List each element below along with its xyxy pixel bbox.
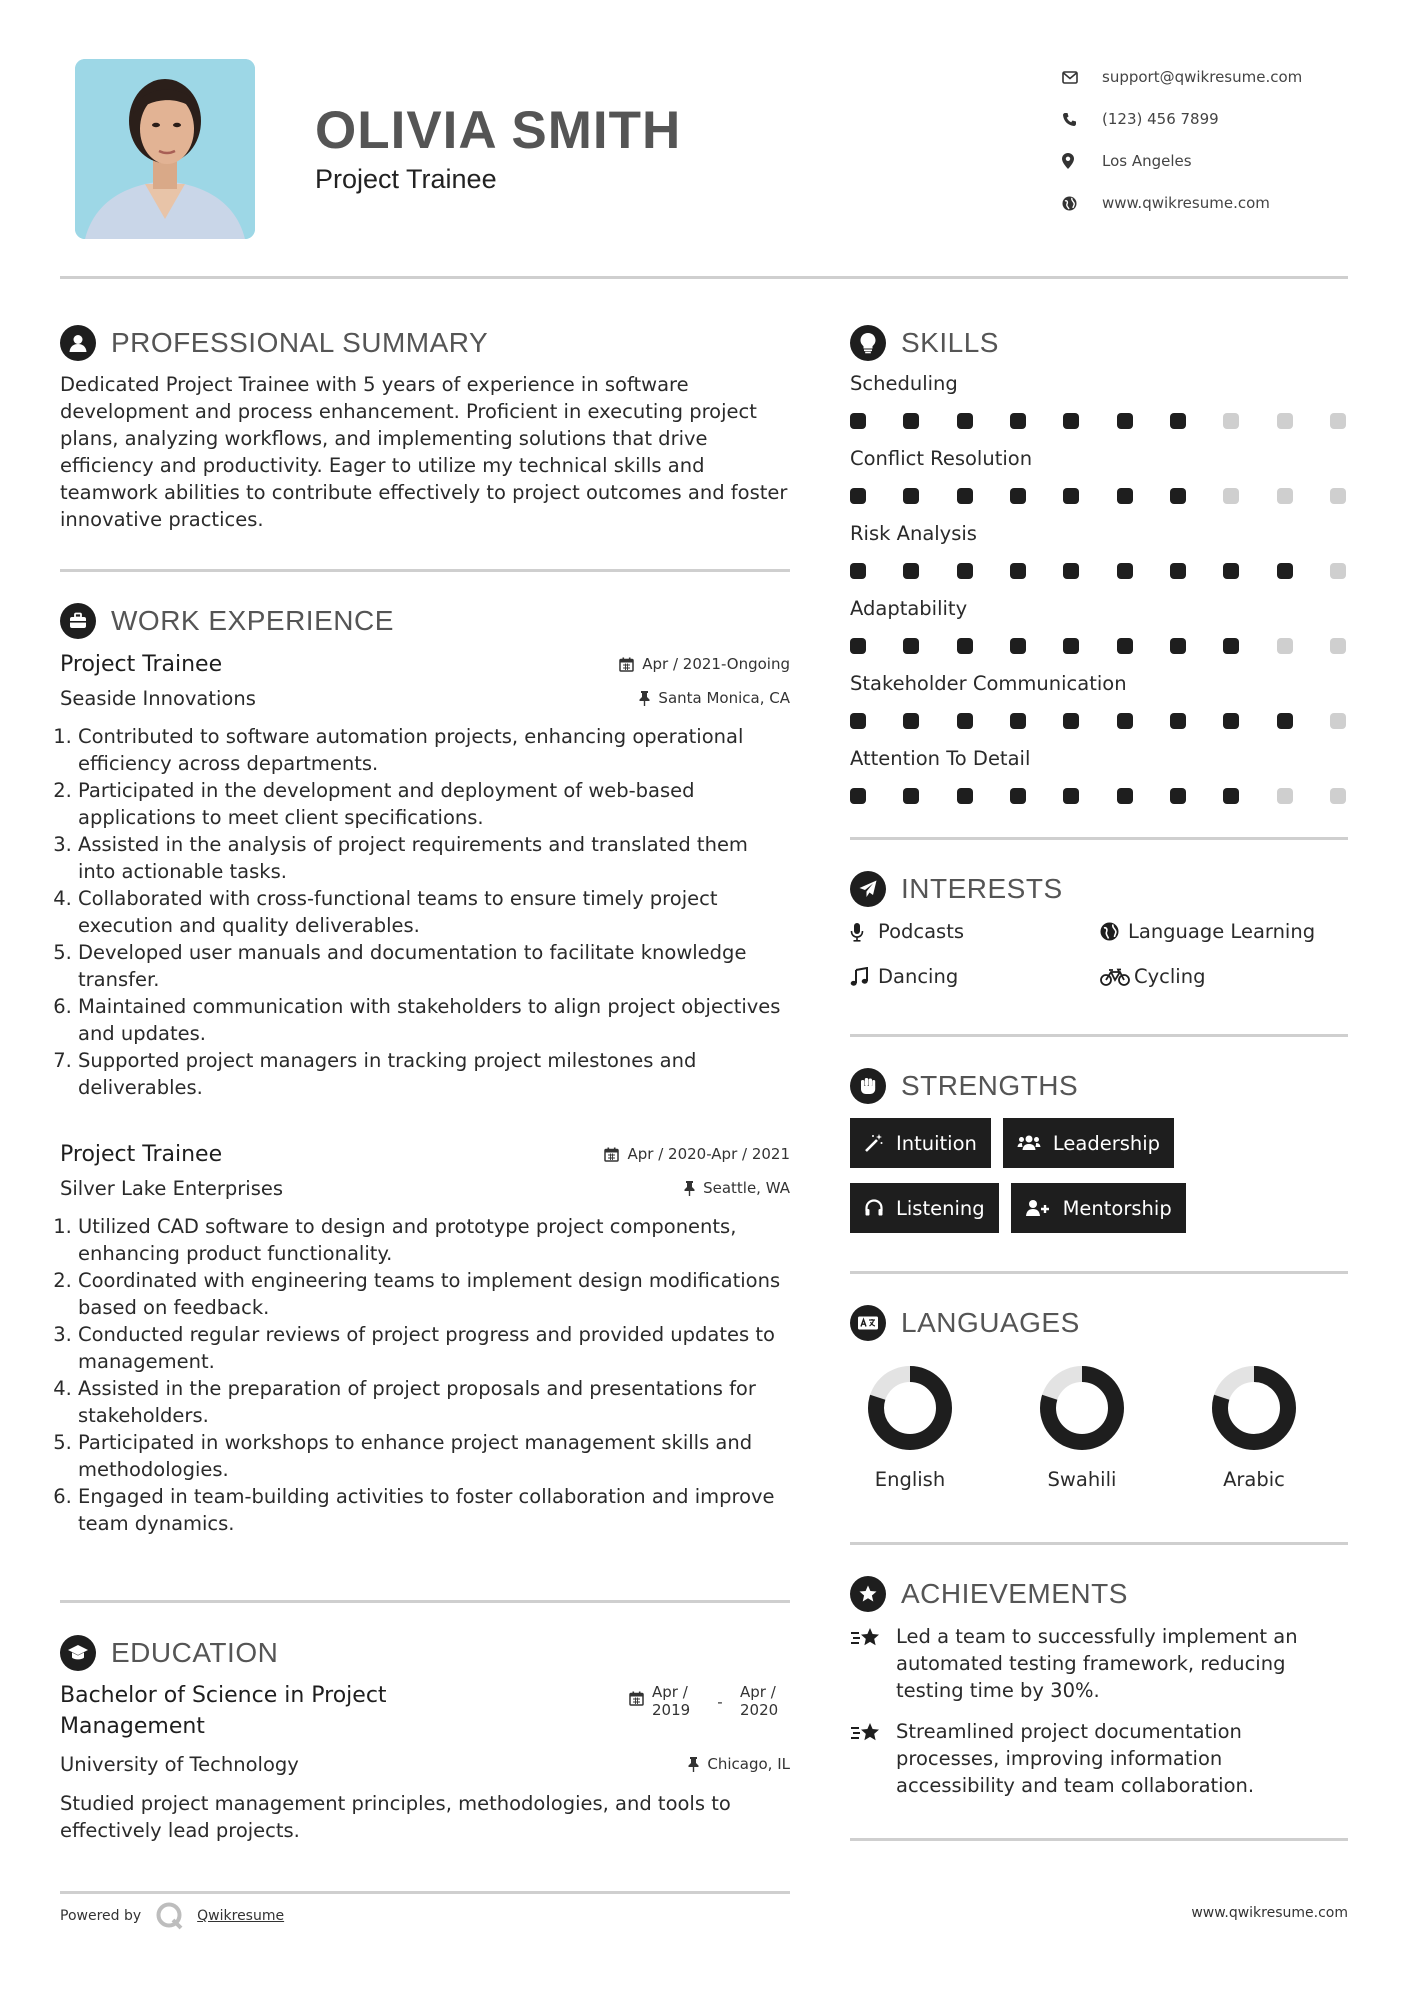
globe-icon	[1100, 922, 1128, 941]
skill-name: Attention To Detail	[850, 747, 1031, 770]
skill-rating	[850, 772, 1348, 820]
interests-list	[850, 909, 1348, 999]
job-company: Seaside Innovations	[60, 686, 256, 710]
rating-dot-filled	[957, 788, 973, 804]
rating-dot-filled	[1117, 638, 1133, 654]
calendar-icon	[619, 657, 634, 672]
shooting-star-icon	[850, 1718, 896, 1750]
rating-dot-empty	[1330, 638, 1346, 654]
achievement-item	[850, 1623, 1348, 1704]
globe-icon	[1062, 196, 1102, 211]
job-bullets	[60, 723, 790, 1101]
rating-dot-filled	[957, 638, 973, 654]
envelope-icon	[1062, 71, 1102, 84]
rating-dot-filled	[1063, 488, 1079, 504]
rating-dot-filled	[903, 563, 919, 579]
rating-dot-empty	[1277, 413, 1293, 429]
strength-tag	[1011, 1183, 1186, 1233]
language-name: Arabic	[1223, 1468, 1285, 1491]
strength-label: Intuition	[896, 1131, 977, 1155]
education-divider	[60, 1891, 790, 1894]
rating-dot-empty	[1223, 413, 1239, 429]
start-month: Apr /	[652, 1683, 688, 1701]
rating-dot-filled	[850, 413, 866, 429]
rating-dot-filled	[1170, 488, 1186, 504]
language-proficiency-ring	[868, 1366, 952, 1450]
profile-photo	[75, 59, 255, 239]
user-icon	[60, 325, 96, 361]
list-item: 1. Contributed to software automation projects, enhancing operational efficiency across departments.	[78, 723, 790, 777]
skills-title: SKILLS	[901, 327, 999, 358]
rating-dot-filled	[1277, 563, 1293, 579]
summary-title: PROFESSIONAL SUMMARY	[111, 327, 489, 358]
rating-dot-filled	[903, 638, 919, 654]
rating-dot-empty	[1330, 488, 1346, 504]
skills-divider	[850, 837, 1348, 840]
rating-dot-empty	[1277, 638, 1293, 654]
rating-dot-filled	[850, 788, 866, 804]
job-location	[684, 1179, 790, 1197]
degree-title	[60, 1680, 387, 1742]
users-icon	[1017, 1133, 1041, 1153]
education-description: Studied project management principles, methodologies, and tools to effectively lead projects.	[60, 1792, 731, 1842]
bicycle-icon	[1100, 968, 1134, 986]
rating-dot-filled	[1117, 563, 1133, 579]
rating-dot-empty	[1330, 713, 1346, 729]
school-location-text: Chicago, IL	[707, 1755, 790, 1773]
lightbulb-icon	[850, 325, 886, 361]
skill-rating	[850, 622, 1348, 670]
skill-name: Stakeholder Communication	[850, 672, 1127, 695]
list-item: 5. Developed user manuals and documentation to facilitate knowledge transfer.	[78, 939, 790, 993]
start-year: 2019	[652, 1701, 691, 1719]
graduation-cap-icon	[60, 1635, 96, 1671]
skills-heading	[850, 323, 999, 363]
star-badge-icon	[850, 1576, 886, 1612]
rating-dot-filled	[1063, 788, 1079, 804]
strength-tag	[1003, 1118, 1174, 1168]
interest-label: Dancing	[878, 965, 959, 988]
shooting-star-icon	[850, 1623, 896, 1655]
rating-dot-filled	[1170, 413, 1186, 429]
experience-divider	[60, 1600, 790, 1603]
rating-dot-filled	[1117, 488, 1133, 504]
footer-branding	[60, 1896, 284, 1936]
language-icon	[850, 1305, 886, 1341]
user-plus-icon	[1025, 1198, 1051, 1218]
interest-item	[850, 954, 1100, 999]
rating-dot-filled	[1223, 713, 1239, 729]
rating-dot-filled	[1010, 563, 1026, 579]
achievements-heading	[850, 1574, 1128, 1614]
list-item: 5. Participated in workshops to enhance project management skills and methodologies.	[78, 1429, 790, 1483]
job-bullets	[60, 1213, 790, 1537]
skill-name: Scheduling	[850, 372, 958, 395]
job-title: Project Trainee	[60, 1141, 223, 1167]
rating-dot-filled	[903, 788, 919, 804]
languages-divider	[850, 1542, 1348, 1545]
rating-dot-filled	[1223, 638, 1239, 654]
interest-item	[1100, 909, 1348, 954]
qwikresume-link[interactable]: Qwikresume	[197, 1908, 285, 1924]
job-location	[639, 689, 790, 707]
end-month: Apr /	[740, 1683, 776, 1701]
microphone-icon	[850, 922, 878, 942]
rating-dot-filled	[1170, 788, 1186, 804]
strengths-heading	[850, 1066, 1078, 1106]
rating-dot-filled	[1010, 788, 1026, 804]
experience-title: WORK EXPERIENCE	[111, 605, 394, 636]
rating-dot-empty	[1223, 488, 1239, 504]
experience-heading	[60, 601, 394, 641]
interest-label: Cycling	[1134, 965, 1206, 988]
achievement-item	[850, 1718, 1348, 1799]
rating-dot-filled	[1063, 563, 1079, 579]
calendar-icon	[629, 1691, 644, 1706]
list-item: 6. Engaged in team-building activities to foster collaboration and improve team dynamics.	[78, 1483, 790, 1537]
interests-heading	[850, 869, 1063, 909]
rating-dot-empty	[1277, 788, 1293, 804]
contact-location	[1062, 140, 1392, 182]
rating-dot-filled	[1063, 638, 1079, 654]
phone-icon	[1062, 112, 1102, 127]
job-entry	[60, 1138, 790, 1537]
header-divider	[60, 276, 1348, 279]
rating-dot-filled	[1170, 638, 1186, 654]
rating-dot-empty	[1330, 563, 1346, 579]
strength-label: Listening	[896, 1196, 985, 1220]
fist-icon	[850, 1068, 886, 1104]
achievement-text: Led a team to successfully implement an automated testing framework, reducing testing time by 30%.	[896, 1625, 1298, 1702]
language-name: English	[874, 1468, 946, 1491]
job-dates-text: Apr / 2021-Ongoing	[642, 655, 790, 673]
summary-heading	[60, 323, 488, 363]
job-dates-text: Apr / 2020-Apr / 2021	[627, 1145, 790, 1163]
skill-item	[850, 670, 1348, 745]
rating-dot-filled	[903, 413, 919, 429]
language-item	[1199, 1366, 1309, 1491]
language-proficiency-ring	[1040, 1366, 1124, 1450]
candidate-role: Project Trainee	[315, 164, 497, 194]
rating-dot-filled	[1117, 713, 1133, 729]
map-pin-icon	[1062, 153, 1102, 169]
achievements-divider	[850, 1838, 1348, 1841]
interest-label: Language Learning	[1128, 920, 1316, 943]
list-item: 7. Supported project managers in tracking project milestones and deliverables.	[78, 1047, 790, 1101]
rating-dot-empty	[1277, 488, 1293, 504]
languages-list	[855, 1366, 1345, 1491]
rating-dot-filled	[957, 413, 973, 429]
job-location-text: Seattle, WA	[703, 1179, 790, 1197]
contact-phone[interactable]	[1062, 98, 1392, 140]
rating-dot-filled	[957, 488, 973, 504]
contact-website[interactable]	[1062, 182, 1392, 224]
language-name: Swahili	[1047, 1468, 1117, 1491]
achievements-title: ACHIEVEMENTS	[901, 1578, 1128, 1609]
rating-dot-filled	[1010, 713, 1026, 729]
calendar-icon	[604, 1147, 619, 1162]
rating-dot-filled	[903, 713, 919, 729]
list-item: 2. Coordinated with engineering teams to implement design modifications based on feedback.	[78, 1267, 790, 1321]
skill-rating	[850, 697, 1348, 745]
skill-item	[850, 520, 1348, 595]
skills-list	[850, 370, 1348, 820]
languages-heading	[850, 1303, 1080, 1343]
list-item: 6. Maintained communication with stakeholders to align project objectives and updates.	[78, 993, 790, 1047]
skill-rating	[850, 547, 1348, 595]
strengths-list	[850, 1118, 1348, 1233]
pushpin-icon	[639, 691, 650, 706]
degree-line: Management	[60, 1714, 205, 1739]
degree-line: Bachelor of Science in Project	[60, 1683, 387, 1708]
list-item: 3. Conducted regular reviews of project progress and provided updates to management.	[78, 1321, 790, 1375]
contact-website-text: www.qwikresume.com	[1102, 194, 1270, 212]
candidate-name: OLIVIA SMITH	[315, 101, 682, 160]
skill-rating	[850, 397, 1348, 445]
skill-name: Adaptability	[850, 597, 968, 620]
skill-name: Conflict Resolution	[850, 447, 1033, 470]
headphones-icon	[864, 1198, 884, 1218]
rating-dot-filled	[850, 713, 866, 729]
contact-phone-text: (123) 456 7899	[1102, 110, 1219, 128]
rating-dot-filled	[1223, 563, 1239, 579]
interest-item	[1100, 954, 1348, 999]
rating-dot-filled	[1063, 713, 1079, 729]
list-item: 3. Assisted in the analysis of project requirements and translated them into actionable tasks.	[78, 831, 790, 885]
list-item: 4. Assisted in the preparation of project proposals and presentations for stakeholders.	[78, 1375, 790, 1429]
pushpin-icon	[684, 1181, 695, 1196]
list-item: 2. Participated in the development and deployment of web-based applications to meet client specifications.	[78, 777, 790, 831]
skill-item	[850, 745, 1348, 820]
qwikresume-logo-icon	[155, 1901, 185, 1931]
list-item: 1. Utilized CAD software to design and prototype project components, enhancing product functionality.	[78, 1213, 790, 1267]
rating-dot-filled	[1170, 713, 1186, 729]
skill-name: Risk Analysis	[850, 522, 977, 545]
interests-title: INTERESTS	[901, 873, 1063, 904]
job-company: Silver Lake Enterprises	[60, 1176, 284, 1200]
language-item	[1027, 1366, 1137, 1491]
rating-dot-filled	[1010, 638, 1026, 654]
rating-dot-filled	[1223, 788, 1239, 804]
school-location	[688, 1755, 790, 1773]
rating-dot-filled	[1277, 713, 1293, 729]
list-item: 4. Collaborated with cross-functional teams to ensure timely project execution and quality deliverables.	[78, 885, 790, 939]
strength-label: Mentorship	[1062, 1196, 1172, 1220]
strengths-title: STRENGTHS	[901, 1070, 1079, 1101]
skill-item	[850, 445, 1348, 520]
education-heading	[60, 1633, 278, 1673]
skill-rating	[850, 472, 1348, 520]
rating-dot-filled	[850, 638, 866, 654]
skill-item	[850, 370, 1348, 445]
rating-dot-filled	[1010, 488, 1026, 504]
powered-by-text: Powered by	[60, 1908, 142, 1924]
date-dash: -	[717, 1693, 723, 1711]
strengths-divider	[850, 1271, 1348, 1274]
languages-title: LANGUAGES	[901, 1307, 1080, 1338]
end-year: 2020	[740, 1701, 779, 1719]
contact-email-text: support@qwikresume.com	[1102, 68, 1303, 86]
summary-text: Dedicated Project Trainee with 5 years of experience in software development and process enhancement. Proficient in executing project plans, analyzing workflows, and implementing solutions that drive efficiency and productivity. Eager to utilize my technical skills and teamwork abilities to contribute effectively to project outcomes and foster innovative practices.	[60, 373, 788, 531]
rating-dot-filled	[1063, 413, 1079, 429]
strength-tag	[850, 1183, 999, 1233]
rating-dot-filled	[1010, 413, 1026, 429]
job-location-text: Santa Monica, CA	[658, 689, 790, 707]
pushpin-icon	[688, 1757, 699, 1772]
rating-dot-empty	[1330, 788, 1346, 804]
rating-dot-filled	[957, 563, 973, 579]
interests-divider	[850, 1034, 1348, 1037]
rating-dot-filled	[850, 488, 866, 504]
rating-dot-filled	[1170, 563, 1186, 579]
contact-email[interactable]	[1062, 56, 1392, 98]
education-dates	[629, 1683, 790, 1742]
contact-block	[1062, 56, 1392, 224]
job-dates	[619, 655, 790, 673]
strength-tag	[850, 1118, 991, 1168]
job-dates	[604, 1145, 790, 1163]
job-entry	[60, 648, 790, 1101]
achievements-list	[850, 1623, 1348, 1799]
rating-dot-filled	[903, 488, 919, 504]
footer-website[interactable]: www.qwikresume.com	[1191, 1905, 1348, 1921]
school-name: University of Technology	[60, 1752, 299, 1776]
interest-label: Podcasts	[878, 920, 965, 943]
skill-item	[850, 595, 1348, 670]
job-title: Project Trainee	[60, 651, 223, 677]
rating-dot-filled	[1117, 413, 1133, 429]
education-entry	[60, 1680, 790, 1844]
language-proficiency-ring	[1212, 1366, 1296, 1450]
paper-plane-icon	[850, 871, 886, 907]
strength-label: Leadership	[1052, 1131, 1161, 1155]
summary-divider	[60, 569, 790, 572]
interest-item	[850, 909, 1100, 954]
music-note-icon	[850, 967, 878, 987]
achievement-text: Streamlined project documentation processes, improving information accessibility and team collaboration.	[896, 1720, 1255, 1797]
language-item	[855, 1366, 965, 1491]
rating-dot-filled	[1117, 788, 1133, 804]
contact-location-text: Los Angeles	[1102, 152, 1192, 170]
rating-dot-filled	[850, 563, 866, 579]
rating-dot-empty	[1330, 413, 1346, 429]
magic-wand-icon	[864, 1133, 884, 1153]
education-title: EDUCATION	[111, 1637, 279, 1668]
briefcase-icon	[60, 603, 96, 639]
rating-dot-filled	[957, 713, 973, 729]
